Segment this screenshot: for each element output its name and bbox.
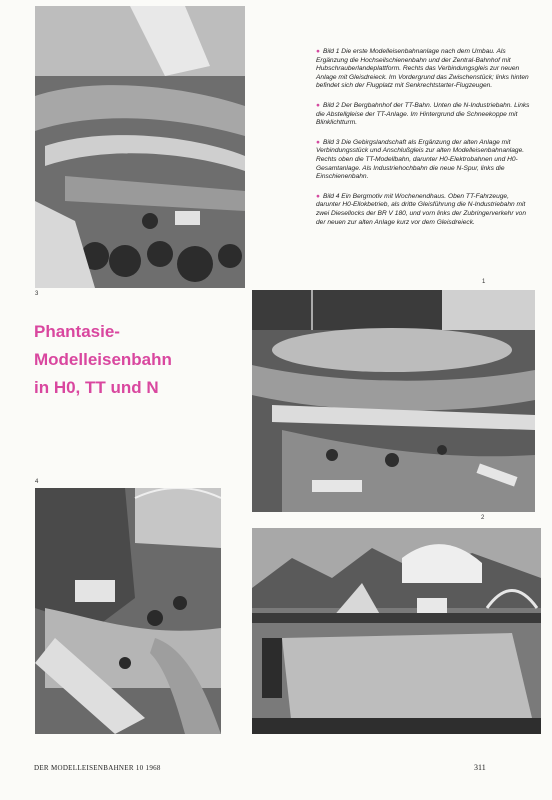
page-title [34,318,234,402]
caption-text: Bild 3 Die Gebirgslandschaft als Ergänzung der alten Anlage mit Verbindungsstück und Anschlußgleis zur alten Modelleisenbahnanlage. Rechts oben die TT-Modellbahn, darunter H0-Elektrobahnen und H0-Gesamtanlage. Als Industriehochbahn die neue N-Spur, links die Einschienenbahn. [316,138,525,181]
title-line: in H0, TT und N [34,378,159,397]
caption-bild-1 [316,48,530,91]
magazine-footer: DER MODELLEISENBAHNER 10 1968 [34,764,161,772]
caption-block [316,48,530,238]
figure-number: 2 [481,515,485,521]
bullet-icon: ● [316,101,320,109]
photo-bild-3 [35,488,221,734]
photo-bild-2 [252,290,535,512]
caption-text: Bild 1 Die erste Modelleisenbahnanlage nach dem Umbau. Als Ergänzung die Hochseilschienenbahn und der Zentral-Bahnhof mit Hubschrauberlandeplattform. Rechts das Verbindungsgleis zur neuen Anlage mit Gleisdreieck. Im Vordergrund das Zwischenstück; links hinten befindet sich der Flugplatz mit Senkrechtstarter-Flugzeugen. [316,48,529,90]
caption-bild-2 [316,102,530,128]
bullet-icon: ● [316,48,320,55]
caption-bild-4 [316,193,530,227]
figure-number: 4 [35,479,39,485]
caption-bild-3 [316,139,530,182]
photo-bild-4 [252,528,541,734]
caption-text: Bild 2 Der Bergbahnhof der TT-Bahn. Unten die N-Industriebahn. Links die Abstellgleise der TT-Anlage. Im Hintergrund die Schneekoppe mit Blinklichtturm. [316,101,530,127]
title-line: Phantasie- [34,322,120,341]
figure-number: 1 [482,279,486,285]
bullet-icon: ● [316,138,320,146]
bullet-icon: ● [316,192,320,200]
photo-bild-1 [35,6,245,288]
caption-text: Bild 4 Ein Bergmotiv mit Wochenendhaus. Oben TT-Fahrzeuge, darunter H0-Ellokbetrieb, als dritte Gleisführung die N-Industriebahn mit zwei Diesellocks der BR V 180, und vorn links der Zubringerverkehr von der neuen zur alten Anlage kurz vor dem Gleisdreieck. [316,192,526,226]
page-number: 311 [474,763,486,772]
figure-number: 3 [35,291,39,297]
title-line: Modelleisenbahn [34,350,172,369]
